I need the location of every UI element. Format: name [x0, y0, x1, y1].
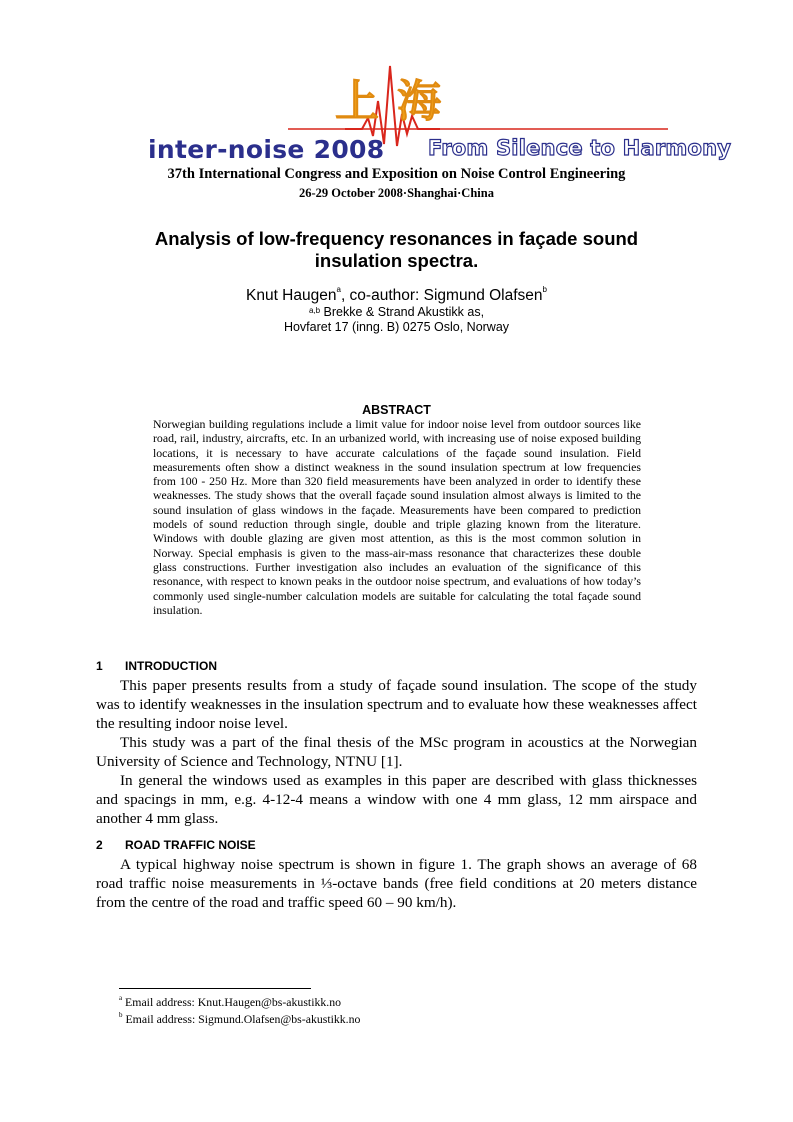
body-paragraph: A typical highway noise spectrum is shown in figure 1. The graph shows an average of 68 road traffic noise measurements in ⅓-octave bands (free field conditions at 20 meters distance from the centre of the road and traffic speed 60 – 90 km/h). [96, 856, 697, 911]
footnote [119, 1012, 360, 1027]
logo-text: inter-noise 2008 [148, 135, 385, 164]
abstract-body: Norwegian building regulations include a limit value for indoor noise level from outdoor sources like road, rail, industry, aircrafts, etc. In an urbanized world, with increasing use of noise exposed building locations, it is necessary to have accurate calculations of the façade sound insulation. Field measurements often show a distinct weakness in the sound insulation spectrum at low frequencies from 100 - 250 Hz. More than 320 field measurements have been analyzed in order to identify these weaknesses. The study shows that the overall façade sound insulation almost always is limited to the sound insulation of glass windows in the façade. Measurements have been compared to prediction models of sound reduction through single, double and triple glazing known from the literature. Windows with double glazing are given most attention, as this is the most common solution in Norway. Special emphasis is given to the mass-air-mass resonance that characterizes these double glass constructions. Further investigation also includes an evaluation of the significance of this resonance, with respect to known peaks in the outdoor noise spectrum, and evaluations of how today’s commonly used single-number calculation models are suitable for calculating the total façade sound insulation. [153, 417, 641, 617]
section-number: 2 [96, 838, 103, 852]
logo-slogan: From Silence to Harmony [428, 136, 732, 160]
body-paragraph: In general the windows used as examples in this paper are described with glass thicknesses and spacings in mm, e.g. 4-12-4 means a window with one 4 mm glass, 12 mm airspace and another 4 mm glass. [96, 772, 697, 827]
logo-glyphs: 上海 [335, 76, 459, 127]
affiliation [0, 305, 793, 335]
footnote [119, 995, 341, 1010]
footnote-mark: a [119, 994, 123, 1002]
congress-title: 37th International Congress and Exposition on Noise Control Engineering [167, 166, 626, 182]
affiliation-superscript: a,b [308, 306, 321, 315]
section-heading [96, 838, 256, 852]
footnote-text: Email address: Sigmund.Olafsen@bs-akustikk.no [122, 1012, 361, 1026]
footnote-rule [119, 988, 311, 989]
congress-dates: 26-29 October 2008·Shanghai·China [299, 186, 494, 200]
author-joiner: , co-author: Sigmund Olafsen [340, 287, 543, 304]
paper-title: Analysis of low-frequency resonances in façade sound insulation spectra. [154, 228, 639, 271]
section-title: INTRODUCTION [125, 659, 217, 673]
affiliation-address: Hovfaret 17 (inng. B) 0275 Oslo, Norway [283, 320, 510, 334]
body-paragraph: This paper presents results from a study of façade sound insulation. The scope of the study was to identify weaknesses in the insulation spectrum and to evaluate how these weaknesses affect the resulting indoor noise level. [96, 677, 697, 732]
author-superscript: a [336, 285, 341, 294]
author-line [0, 287, 793, 305]
body-paragraph: This study was a part of the final thesis of the MSc program in acoustics at the Norwegian University of Science and Technology, NTNU [1]. [96, 734, 697, 770]
affiliation-name: Brekke & Strand Akustikk as, [320, 305, 485, 319]
abstract-heading: ABSTRACT [362, 403, 431, 417]
section-number: 1 [96, 659, 103, 673]
footnote-mark: b [119, 1011, 123, 1019]
author-name: Knut Haugen [245, 287, 337, 304]
footnote-text: Email address: Knut.Haugen@bs-akustikk.no [122, 995, 342, 1009]
author-superscript: b [542, 285, 547, 294]
section-heading [96, 659, 217, 673]
section-title: ROAD TRAFFIC NOISE [125, 838, 256, 852]
